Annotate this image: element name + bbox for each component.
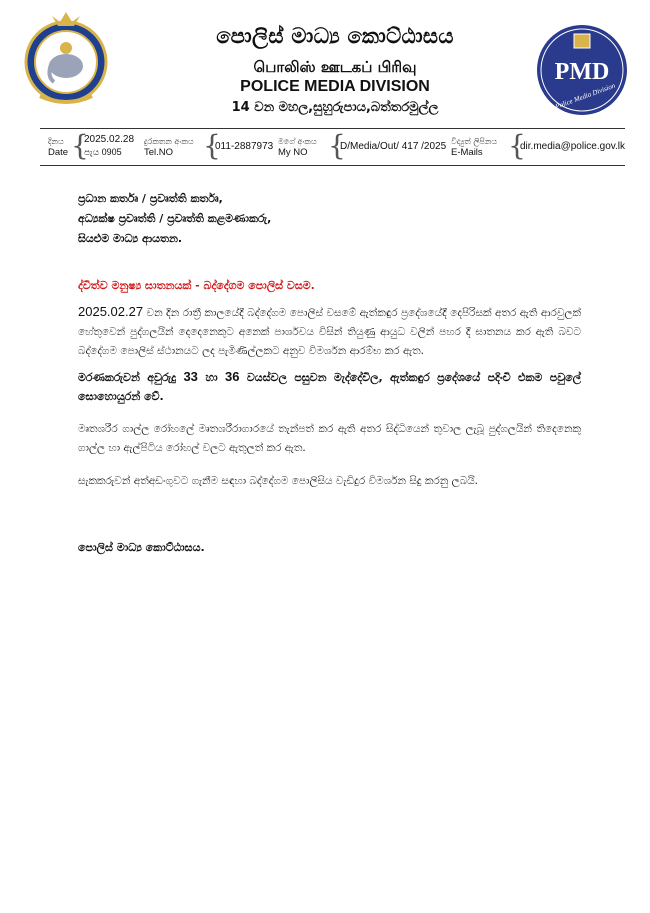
paragraph-1-text: වන දින රාත්‍රී කාලයේදී බද්දේගම පොලිස් වසමේ ඇත්කඳුර ප්‍රදේශයේදී දෙපිරිසක් අතර ඇති ආරවුලක් හේතුවෙන් පුද්ගලයින් දෙදෙනෙකුට අනෙක් පාර්ශවය විසින් තියුණු ආයුධ වලින් පහර දී ඝාතනය කර ඇති බවට බද්දේගම පොලිස් ස්ථානයට ලද පැමිණිල්ලකට අනුව විමර්ශන ආරම්භ කර ඇත. (78, 307, 581, 357)
myno-label-en: My NO (278, 147, 308, 158)
paragraph-2-part-c: වයස්වල පසුවන මැද්දේවිල, ඇත්කඳුර ප්‍රදේශයේ පදිංචි එකම පවුලේ සොහොයුරන් වේ. (78, 371, 581, 403)
paragraph-3: මෘතශරීර ගාල්ල රෝහලේ මෘතශරීරාගාරයේ තැන්පත් කර ඇති අතර සිද්ධියෙන් තුවාල ලැබූ පුද්ගලයින් තිදෙනෙකු ගාල්ල හා ඇල්පිටිය රෝහල් වලට ඇතුලත් කර ඇත. (78, 423, 581, 454)
header-title-sinhala: පොලිස් මාධ්‍ය කොට්ඨාසය (216, 24, 454, 48)
tel-label-en: Tel.NO (144, 147, 174, 158)
date-label-en: Date (48, 147, 69, 158)
paragraph-2-part-b: හා (197, 371, 226, 384)
myno-label-si: මගේ අංකය (278, 137, 317, 146)
date-value: 2025.02.28 (84, 134, 135, 145)
email-label-si: විද්‍යුත් ලිපිනය (451, 137, 498, 146)
header-address: 14 වන මහල,සුහුරුපාය,බත්තරමුල්ල (231, 100, 439, 115)
tel-value: 011-2887973 (215, 141, 274, 152)
signature: පොලිස් මාධ්‍ය කොට්ඨාසය. (78, 541, 205, 554)
tel-label (144, 136, 194, 158)
time-value: පැය 0905 (84, 147, 122, 157)
paragraph-2-part-a: මරණකරුවන් අවුරුදු (78, 371, 184, 384)
pmd-logo-icon (536, 24, 628, 116)
paragraph-1 (78, 302, 581, 361)
header-title-english: POLICE MEDIA DIVISION (240, 78, 430, 95)
brace-4: { (508, 129, 526, 162)
victim-age-2: 36 (225, 369, 240, 384)
victim-age-1: 33 (183, 369, 198, 384)
date-label (48, 136, 68, 158)
brace-3: { (328, 129, 346, 162)
date-label-si: දිනය (48, 137, 64, 146)
subject-line: ද්විත්ව මනුෂ්‍ය ඝාතනයක් - බද්දේගම පොලිස් වසම. (78, 279, 315, 292)
header-title-tamil: பொலிஸ் ஊடகப் பிரிவு (253, 58, 417, 76)
recipient-line-1: ප්‍රධාන කර්තෘ / ප්‍රවෘත්ති කර්තෘ, (78, 192, 223, 205)
paragraph-4: සැකකරුවන් අත්අඩංගුවට ගැනීම සඳහා බද්දේගම පොලිසිය වැඩිදුර විමර්ශන සිදු කරනු ලබයි. (78, 475, 479, 487)
email-label-en: E-Mails (451, 147, 483, 158)
paragraph-2 (78, 367, 581, 406)
brace-1: { (71, 129, 89, 162)
police-crest-icon (22, 8, 110, 108)
tel-label-si: දුරකතන අංකය (144, 137, 194, 146)
email-label (451, 136, 497, 158)
brace-2: { (203, 129, 221, 162)
incident-date: 2025.02.27 (78, 304, 144, 319)
pmd-logo-ring-text: Police Media Division (554, 81, 617, 111)
email-value: dir.media@police.gov.lk (520, 141, 626, 152)
recipient-line-2: අධ්‍යක්ෂ ප්‍රවෘත්ති / ප්‍රවෘත්ති කළමණාකරු, (78, 212, 272, 225)
myno-label (278, 136, 317, 158)
info-bottom-rule (40, 165, 625, 166)
pmd-logo-text: PMD (554, 59, 610, 85)
recipient-line-3: සියළුම මාධ්‍ය ආයතන. (78, 232, 183, 245)
myno-value: D/Media/Out/ 417 /2025 (340, 141, 447, 152)
